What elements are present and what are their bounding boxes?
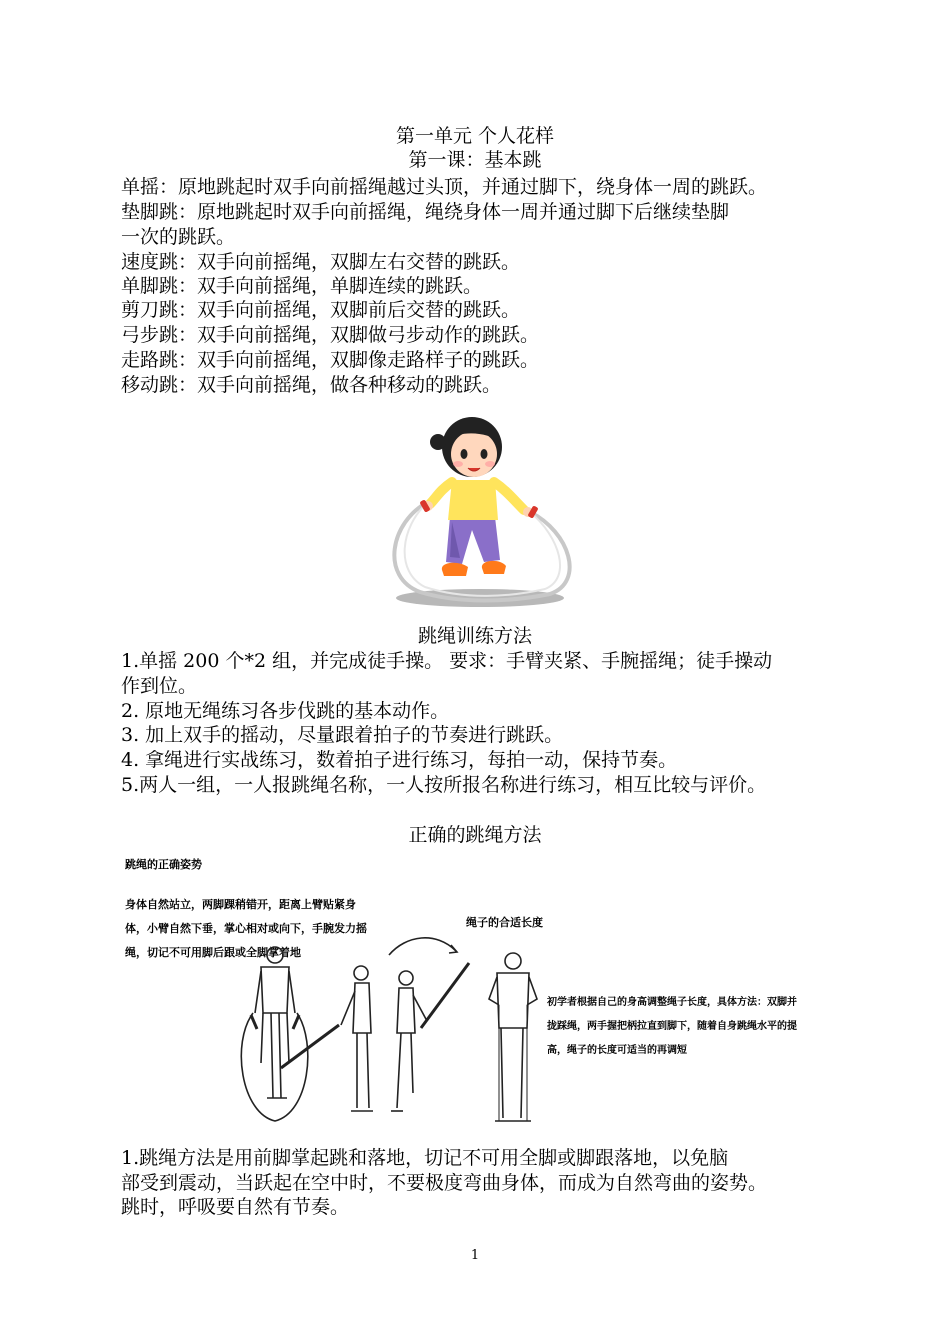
method-text-line: 部受到震动，当跃起在空中时，不要极度弯曲身体，而成为自然弯曲的姿势。 — [121, 1172, 768, 1194]
training-line: 5.两人一组，一人报跳绳名称，一人按所报名称进行练习，相互比较与评价。 — [121, 774, 767, 796]
unit-title: 第一单元 个人花样 — [395, 125, 555, 147]
girl-jumping-rope-illustration — [380, 402, 580, 617]
training-title: 跳绳训练方法 — [417, 625, 532, 647]
definition-line: 速度跳：双手向前摇绳，双脚左右交替的跳跃。 — [121, 251, 521, 273]
training-line: 1.单摇 200 个*2 组，并完成徒手操。 要求：手臂夹紧、手腕摇绳；徒手操动 — [121, 650, 773, 672]
definition-line: 弓步跳：双手向前摇绳，双脚做弓步动作的跳跃。 — [121, 324, 540, 346]
posture-text-line: 绳，切记不可用脚后跟或全脚掌着地 — [125, 946, 301, 959]
training-line: 作到位。 — [121, 675, 198, 697]
training-line: 3. 加上双手的摇动，尽量跟着拍子的节奏进行跳跃。 — [121, 724, 564, 746]
posture-text-line: 体，小臂自然下垂，掌心相对或向下，手腕发力摇 — [125, 922, 367, 935]
definition-line: 走路跳：双手向前摇绳，双脚像走路样子的跳跃。 — [121, 349, 540, 371]
length-title: 绳子的合适长度 — [466, 916, 543, 929]
lesson-title: 第一课：基本跳 — [408, 149, 542, 171]
definition-line: 单脚跳：双手向前摇绳，单脚连续的跳跃。 — [121, 275, 483, 297]
definition-line: 单摇：原地跳起时双手向前摇绳越过头顶，并通过脚下，绕身体一周的跳跃。 — [121, 176, 768, 198]
page-number: 1 — [470, 1248, 480, 1263]
rope-posture-drawing — [231, 933, 551, 1130]
training-line: 4. 拿绳进行实战练习，数着拍子进行练习，每拍一动，保持节奏。 — [121, 749, 678, 771]
length-text-line: 初学者根据自己的身高调整绳子长度，具体方法：双脚并 — [547, 997, 797, 1008]
jump-rope-method-figure — [121, 848, 797, 1130]
definition-line: 剪刀跳：双手向前摇绳，双脚前后交替的跳跃。 — [121, 299, 521, 321]
posture-title: 跳绳的正确姿势 — [125, 858, 202, 871]
length-text-line: 高，绳子的长度可适当的再调短 — [547, 1045, 687, 1056]
definition-line: 垫脚跳：原地跳起时双手向前摇绳，绳绕身体一周并通过脚下后继续垫脚 — [121, 201, 730, 223]
method-title: 正确的跳绳方法 — [408, 824, 542, 846]
length-text-line: 拢踩绳，两手握把柄拉直到脚下，随着自身跳绳水平的提 — [547, 1021, 797, 1032]
method-text-line: 1.跳绳方法是用前脚掌起跳和落地，切记不可用全脚或脚跟落地，以免脑 — [121, 1147, 729, 1169]
definition-line: 移动跳：双手向前摇绳，做各种移动的跳跃。 — [121, 374, 502, 396]
definition-line: 一次的跳跃。 — [121, 226, 236, 248]
posture-text-line: 身体自然站立，两脚踝稍错开，距离上臂贴紧身 — [125, 898, 356, 911]
method-text-line: 跳时，呼吸要自然有节奏。 — [121, 1196, 350, 1218]
training-line: 2. 原地无绳练习各步伐跳的基本动作。 — [121, 700, 450, 722]
